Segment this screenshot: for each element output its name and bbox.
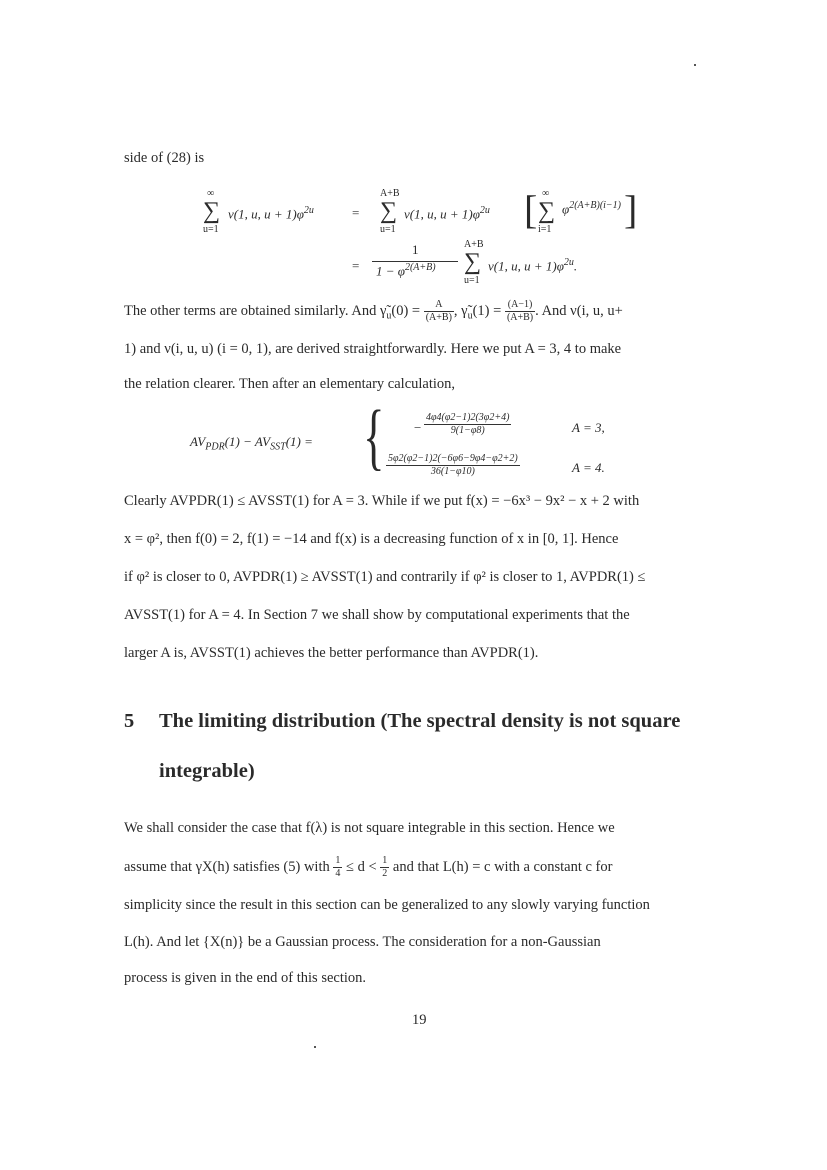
lhs-term: ν(1, u, $u + 1)\varphi^{2u}$ bbox=[228, 205, 314, 222]
rhs1-sum-bottom: u=1 bbox=[380, 224, 396, 235]
cases-brace: { bbox=[363, 396, 385, 478]
left-bracket: [ bbox=[524, 187, 538, 232]
page-number: 19 bbox=[412, 1012, 427, 1028]
para2-line2: x = φ², then f(0) = 2, f(1) = −14 and f(x) is a decreasing function of x in [0, 1]. Hence bbox=[124, 531, 619, 547]
para2-line5: larger A is, AVSST(1) achieves the better performance than AVPDR(1). bbox=[124, 645, 539, 661]
section-title-line1: The limiting distribution (The spectral density is not square bbox=[159, 710, 681, 732]
rhs2-sigma: ∑ bbox=[464, 249, 482, 275]
eq-sign-2: = bbox=[352, 258, 360, 273]
para2-line1: Clearly AVPDR(1) ≤ AVSST(1) for A = 3. While if we put f(x) = −6x³ − 9x² − x + 2 with bbox=[124, 493, 640, 509]
para3-line2: assume that γX(h) satisfies (5) with $\frac{1}{4}$ ≤ d < $\frac{1}{2}$ and that L(h) = c with a constant c for bbox=[124, 855, 613, 879]
case1-prefix: − bbox=[414, 420, 422, 435]
para3-line4: L(h). And let {X(n)} be a Gaussian process. The consideration for a non-Gaussian bbox=[124, 934, 601, 950]
rhs2-term: ν(1, u, $u + 1)\varphi^{2u}$. bbox=[488, 257, 578, 274]
lhs-sum-top: ∞ bbox=[207, 188, 215, 199]
inner-sum-bottom: i=1 bbox=[538, 224, 552, 235]
inner-term: $\varphi^{2(A+B)(i-1)}$ bbox=[562, 200, 622, 217]
rhs1-term: ν(1, u, $u + 1)\varphi^{2u}$ bbox=[404, 205, 490, 222]
lhs-sum-bottom: u=1 bbox=[203, 224, 219, 235]
para1-line1: The other terms are obtained similarly. And $\gammã_u(0)$ = $\frac{A}{(A+B)}$ , $\gammã_u(1)$ = $\frac{(A-1)}{(A+B)}$ . And ν(i, u, u+ bbox=[124, 299, 623, 323]
lhs-sigma: ∑ bbox=[203, 198, 221, 224]
right-bracket: ] bbox=[624, 187, 638, 232]
eq-sign-1: = bbox=[352, 205, 360, 220]
rhs2-sum-top: A+B bbox=[464, 239, 484, 250]
section-title-line2: integrable) bbox=[159, 760, 255, 782]
para3-line1: We shall consider the case that f(λ) is not square integrable in this section. Hence we bbox=[124, 820, 615, 836]
inner-sum-top: ∞ bbox=[542, 188, 550, 199]
scan-speck bbox=[694, 64, 696, 66]
case1-cond: A = 3, bbox=[572, 420, 605, 435]
para1-line2: 1) and ν(i, u, u) (i = 0, 1), are derived straightforwardly. Here we put A = 3, 4 to make bbox=[124, 341, 622, 357]
scan-speck bbox=[314, 1046, 316, 1048]
para3-line3: simplicity since the result in this section can be generalized to any slowly varying function bbox=[124, 897, 650, 913]
eq2-lhs: $AV_{PDR}(1) - AV_{SST}(1)$ = bbox=[190, 434, 313, 453]
rhs2-sum-bottom: u=1 bbox=[464, 275, 480, 286]
case2-cond: A = 4. bbox=[572, 460, 605, 475]
rhs1-sum-top: A+B bbox=[380, 188, 400, 199]
para2-line4: AVSST(1) for A = 4. In Section 7 we shall show by computational experiments that the bbox=[124, 607, 630, 623]
para3-line5: process is given in the end of this section. bbox=[124, 970, 367, 986]
frac-1-den: $1 - \varphi^{2(A+B)}$ bbox=[376, 262, 436, 279]
rhs1-sigma: ∑ bbox=[380, 198, 398, 224]
para2-line3: if φ² is closer to 0, AVPDR(1) ≥ AVSST(1) and contrarily if φ² is closer to 1, AVPDR(1) ≤ bbox=[124, 569, 646, 585]
case1-frac: 4φ4(φ2−1)2(3φ2+4) 9(1−φ8) bbox=[426, 412, 510, 436]
para1-line3: the relation clearer. Then after an elementary calculation, bbox=[124, 376, 456, 392]
frac-1-num: 1 bbox=[412, 242, 419, 257]
case2-frac: 5φ2(φ2−1)2(−6φ6−9φ4−φ2+2) 36(1−φ10) bbox=[388, 453, 518, 477]
intro-text: side of (28) is bbox=[124, 150, 205, 166]
inner-sigma: ∑ bbox=[538, 198, 556, 224]
section-number: 5 bbox=[124, 710, 135, 732]
